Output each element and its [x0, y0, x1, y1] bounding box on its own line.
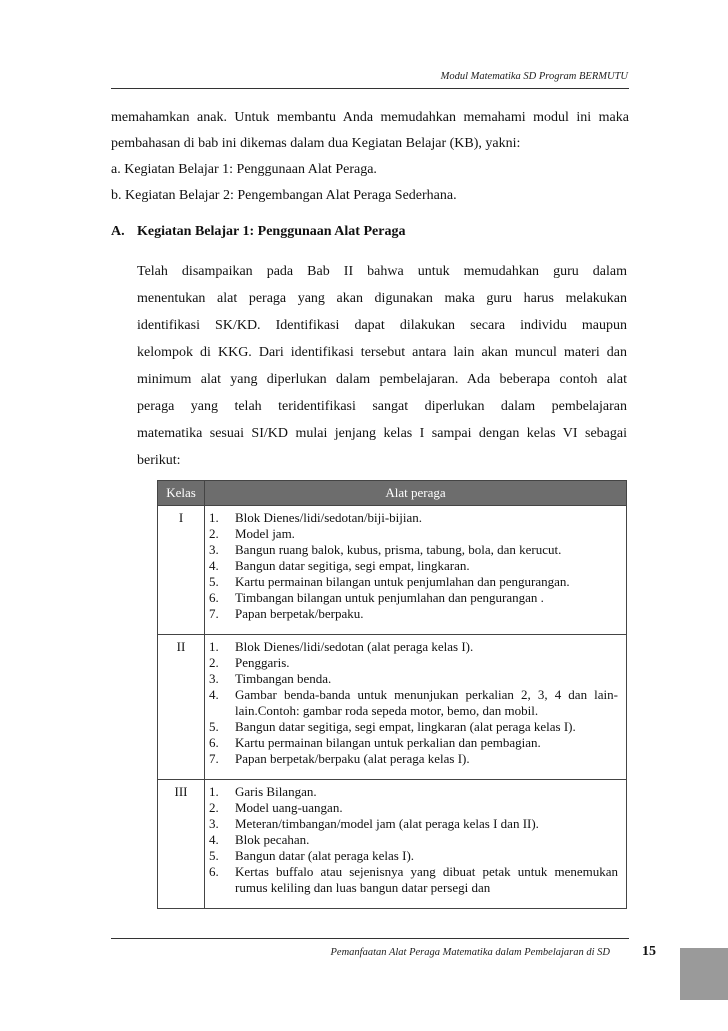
item-text: Blok Dienes/lidi/sedotan (alat peraga kelas I). [235, 639, 474, 654]
item-number: 2. [209, 526, 219, 541]
alat-list [205, 639, 626, 767]
intro-item-b: b. Kegiatan Belajar 2: Pengembangan Alat Peraga Sederhana. [111, 188, 457, 203]
item-text: Penggaris. [235, 655, 290, 670]
paragraph-line: identifikasi SK/KD. Identifikasi dapat dilakukan secara individu maupun [137, 318, 627, 333]
item-number: 3. [209, 816, 219, 831]
paragraph-line: Telah disampaikan pada Bab II bahwa untuk memudahkan guru dalam [137, 264, 627, 279]
item-text: Garis Bilangan. [235, 784, 317, 799]
footer-title: Pemanfaatan Alat Peraga Matematika dalam Pembelajaran di SD [330, 947, 610, 958]
item-text: Model uang-uangan. [235, 800, 343, 815]
item-number: 4. [209, 832, 219, 847]
table-row [158, 635, 627, 780]
list-item [205, 510, 626, 526]
alat-cell [205, 506, 627, 635]
item-text: Timbangan benda. [235, 671, 332, 686]
intro-item-a: a. Kegiatan Belajar 1: Penggunaan Alat Peraga. [111, 162, 377, 177]
list-item [205, 687, 626, 719]
alat-list [205, 784, 626, 896]
list-item [205, 671, 626, 687]
item-number: 2. [209, 655, 219, 670]
item-text: Papan berpetak/berpaku. [235, 606, 364, 621]
list-item [205, 590, 626, 606]
list-item [205, 542, 626, 558]
body-paragraph [137, 258, 627, 474]
item-number: 4. [209, 687, 219, 702]
running-header: Modul Matematika SD Program BERMUTU [440, 71, 628, 82]
item-text: Bangun datar segitiga, segi empat, lingkaran (alat peraga kelas I). [235, 719, 576, 734]
item-number: 5. [209, 719, 219, 734]
list-item [205, 816, 626, 832]
item-number: 5. [209, 574, 219, 589]
kelas-cell: III [158, 780, 205, 909]
alat-list [205, 510, 626, 622]
list-item [205, 606, 626, 622]
paragraph-line: peraga yang telah teridentifikasi sangat diperlukan dalam pembelajaran [137, 399, 627, 414]
item-number: 3. [209, 671, 219, 686]
item-number: 3. [209, 542, 219, 557]
item-text: Papan berpetak/berpaku (alat peraga kelas I). [235, 751, 470, 766]
footer-divider [111, 938, 629, 939]
column-header-kelas: Kelas [158, 481, 205, 506]
list-item [205, 832, 626, 848]
item-text: Kertas buffalo atau sejenisnya yang dibuat petak untuk menemukan rumus keliling dan luas bangun datar persegi dan [235, 864, 618, 895]
section-letter: A. [111, 224, 125, 239]
item-text: Gambar benda-banda untuk menunjukan perkalian 2, 3, 4 dan lain-lain.Contoh: gambar roda sepeda motor, bemo, dan mobil. [235, 687, 618, 718]
item-text: Bangun datar (alat peraga kelas I). [235, 848, 415, 863]
item-number: 7. [209, 606, 219, 621]
item-number: 1. [209, 639, 219, 654]
header-divider [111, 88, 629, 89]
list-item [205, 719, 626, 735]
item-text: Bangun ruang balok, kubus, prisma, tabung, bola, dan kerucut. [235, 542, 562, 557]
item-text: Blok Dienes/lidi/sedotan/biji-bijian. [235, 510, 423, 525]
item-text: Model jam. [235, 526, 295, 541]
paragraph-line: kelompok di KKG. Dari identifikasi tersebut antara lain akan muncul materi dan [137, 345, 627, 360]
intro-line-1: memahamkan anak. Untuk membantu Anda memudahkan memahami modul ini maka [111, 110, 629, 125]
intro-line-2: pembahasan di bab ini dikemas dalam dua Kegiatan Belajar (KB), yakni: [111, 136, 521, 151]
column-header-alat: Alat peraga [205, 481, 627, 506]
paragraph-line: berikut: [137, 453, 181, 468]
list-item [205, 800, 626, 816]
alat-peraga-table [157, 480, 627, 909]
alat-cell [205, 635, 627, 780]
page-edge-tab [680, 948, 728, 1000]
list-item [205, 864, 626, 896]
item-text: Kartu permainan bilangan untuk perkalian dan pembagian. [235, 735, 541, 750]
list-item [205, 735, 626, 751]
list-item [205, 751, 626, 767]
item-number: 1. [209, 784, 219, 799]
paragraph-line: minimum alat yang diperlukan dalam pembelajaran. Ada beberapa contoh alat [137, 372, 627, 387]
paragraph-line: matematika sesuai SI/KD mulai jenjang kelas I sampai dengan kelas VI sebagai [137, 426, 627, 441]
item-number: 5. [209, 848, 219, 863]
list-item [205, 784, 626, 800]
item-text: Meteran/timbangan/model jam (alat peraga kelas I dan II). [235, 816, 539, 831]
paragraph-line: menentukan alat peraga yang akan digunakan maka guru harus melakukan [137, 291, 627, 306]
item-number: 6. [209, 735, 219, 750]
list-item [205, 574, 626, 590]
item-text: Kartu permainan bilangan untuk penjumlahan dan pengurangan. [235, 574, 570, 589]
item-number: 2. [209, 800, 219, 815]
table-header-row [158, 481, 627, 506]
page-number: 15 [642, 944, 656, 959]
item-number: 7. [209, 751, 219, 766]
kelas-cell: I [158, 506, 205, 635]
item-text: Blok pecahan. [235, 832, 310, 847]
item-number: 6. [209, 864, 219, 879]
table-body [158, 506, 627, 909]
table-row [158, 506, 627, 635]
kelas-cell: II [158, 635, 205, 780]
item-number: 4. [209, 558, 219, 573]
intro-text [111, 105, 629, 209]
section-heading [111, 224, 405, 240]
list-item [205, 526, 626, 542]
item-number: 6. [209, 590, 219, 605]
list-item [205, 848, 626, 864]
section-title: Kegiatan Belajar 1: Penggunaan Alat Peraga [137, 224, 406, 239]
list-item [205, 639, 626, 655]
item-number: 1. [209, 510, 219, 525]
table-row [158, 780, 627, 909]
list-item [205, 655, 626, 671]
list-item [205, 558, 626, 574]
alat-cell [205, 780, 627, 909]
item-text: Bangun datar segitiga, segi empat, lingkaran. [235, 558, 470, 573]
item-text: Timbangan bilangan untuk penjumlahan dan pengurangan . [235, 590, 544, 605]
